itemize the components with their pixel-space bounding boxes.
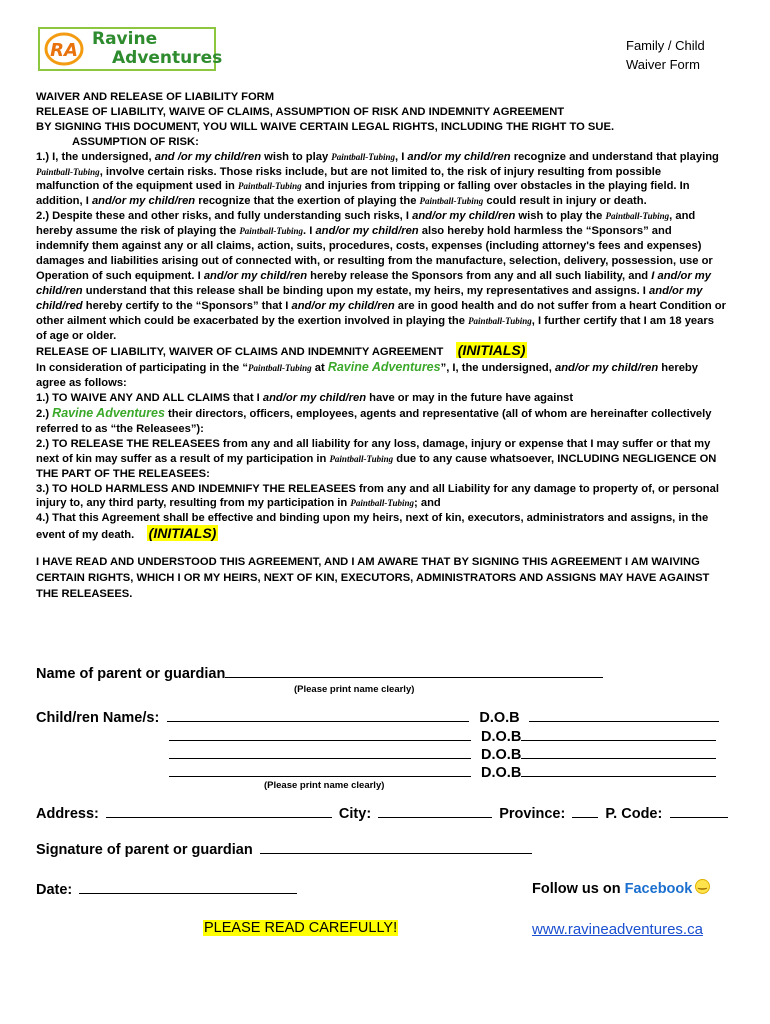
children-label: Child/ren Name/s: <box>36 710 160 726</box>
guardian-row <box>36 664 603 682</box>
waiver-body <box>36 90 726 602</box>
facebook-link[interactable]: Facebook <box>624 881 693 897</box>
ra-logo-icon <box>44 32 84 66</box>
item-4: 3.) TO HOLD HARMLESS AND INDEMNIFY THE RELEASEES from any and all Liability for any damage to property of, or personal injury to, any third party, resulting from my participation in Paintball-Tubing; and <box>36 482 719 510</box>
paragraph-2: 2.) Despite these and other risks, and fully understanding such risks, I and/or my child/ren wish to play the Paintball-Tubing, and hereby assume the risk of playing the Paintball-Tubing. I and/or my child/ren also hereby hold harmless the “Sponsors” and indemnify them against any or all claims, action, suits, procedures, costs, expenses (including attorney's fees and expenses) damages and liabilities arising out of connected with, or resulting from the manufacture, selection, delivery, possession, use or Operation of such equipment. I and/or my child/ren hereby release the Sponsors from any and all such liability, and I and/or my child/ren understand that this release shall be binding upon my estate, my heirs, my representatives and assigns. I and/or my child/red hereby certify to the “Sponsors” that I and/or my child/ren are in good health and do not suffer from a heart Condition or other ailment which could be exacerbated by the exertion involved in playing the Paintball-Tubing, I further certify that I am 18 years of age or older. <box>36 210 726 342</box>
item-1: 1.) TO WAIVE ANY AND ALL CLAIMS that I and/or my child/ren have or may in the future have against <box>36 392 574 405</box>
dob-field-3[interactable] <box>521 745 716 759</box>
company-logo <box>38 27 223 71</box>
child-name-field-1[interactable] <box>167 708 469 722</box>
province-label: Province: <box>499 806 566 822</box>
dob-field-4[interactable] <box>521 763 716 777</box>
child-name-field-2[interactable] <box>169 727 471 741</box>
website-link[interactable]: www.ravineadventures.ca <box>532 921 703 938</box>
guardian-name-field[interactable] <box>225 664 603 678</box>
assumption-heading: ASSUMPTION OF RISK: <box>72 135 199 148</box>
please-read-notice: PLEASE READ CAREFULLY! <box>204 920 398 936</box>
city-label: City: <box>338 806 372 822</box>
paragraph-1: 1.) I, the undersigned, and /or my child/ren wish to play Paintball-Tubing, I and/or my child/ren recognize and understand that playing Paintball-Tubing, involve certain risks. Those risks include, but are not limited to, the risk of injury resulting from possible malfunction of the equipment used in Paintball-Tubing and injuries from tripping or falling over obstacles in the playing field. In addition, I and/or my child/ren recognize that the exertion of playing the Paintball-Tubing could result in injury or death. <box>36 150 719 208</box>
address-label: Address: <box>36 806 99 822</box>
waiver-title: WAIVER AND RELEASE OF LIABILITY FORM <box>36 91 275 103</box>
dob-label-2: D.O.B <box>481 729 522 745</box>
guardian-label: Name of parent or guardian <box>36 666 226 682</box>
children-row-2 <box>169 727 716 745</box>
form-type <box>626 36 705 74</box>
item-2: 2.) Ravine Adventures their directors, officers, employees, agents and representative (all of whom are hereinafter collectively referred to as “the Releasees”): <box>36 406 712 435</box>
consideration: In consideration of participating in the “Paintball-Tubing at Ravine Adventures”, I, the undersigned, and/or my child/ren hereby agree as follows: <box>36 360 698 390</box>
logo-line2: Adventures <box>112 48 223 68</box>
child-name-field-3[interactable] <box>169 745 471 759</box>
form-type-line1: Family / Child <box>626 38 705 53</box>
dob-label-1: D.O.B <box>479 710 520 726</box>
follow-text: Follow us on <box>532 881 625 897</box>
print-hint-2: (Please print name clearly) <box>264 780 385 791</box>
city-field[interactable] <box>378 804 492 818</box>
item-3: 2.) TO RELEASE THE RELEASEES from any and all liability for any loss, damage, injury or expense that I may suffer or that my next of kin may suffer as a result of my participation in Paintball-Tubing due to any cause whatsoever, INCLUDING NEGLIGENCE ON THE PART OF THE RELEASEES: <box>36 437 717 480</box>
children-row-1 <box>36 708 719 726</box>
child-name-field-4[interactable] <box>169 763 471 777</box>
initials-box-2[interactable]: (INITIALS) <box>148 525 217 542</box>
children-row-4 <box>169 763 716 781</box>
waiver-warning: BY SIGNING THIS DOCUMENT, YOU WILL WAIVE CERTAIN LEGAL RIGHTS, INCLUDING THE RIGHT TO SUE. <box>36 120 615 133</box>
follow-us <box>532 879 710 897</box>
release-heading: RELEASE OF LIABILITY, WAIVER OF CLAIMS AND INDEMNITY AGREEMENT (INITIALS) <box>36 342 526 359</box>
postal-code-field[interactable] <box>670 804 728 818</box>
dob-label-3: D.O.B <box>481 747 522 763</box>
postal-label: P. Code: <box>605 806 663 822</box>
initials-box-1[interactable]: (INITIALS) <box>457 342 526 359</box>
dob-label-4: D.O.B <box>481 765 522 781</box>
dob-field-2[interactable] <box>521 727 716 741</box>
dob-field-1[interactable] <box>529 708 719 722</box>
logo-line1: Ravine <box>92 29 158 49</box>
acknowledgement: I HAVE READ AND UNDERSTOOD THIS AGREEMENT, AND I AM AWARE THAT BY SIGNING THIS AGREEMENT I AM WAIVING CERTAIN RIGHTS, WHICH I OR MY HEIRS, NEXT OF KIN, EXECUTORS, ADMINISTRATORS AND ASSIGNS MAY HAVE AGAINST THE RELEASEES. <box>36 556 710 601</box>
province-field[interactable] <box>572 804 598 818</box>
signature-row <box>36 840 532 858</box>
date-field[interactable] <box>79 880 297 894</box>
date-label: Date: <box>36 882 73 898</box>
item-5: 4.) That this Agreement shall be effective and binding upon my heirs, next of kin, executors, administrators and assigns, in the event of my death. (INITIALS) <box>36 512 709 542</box>
smiley-icon <box>695 879 710 894</box>
print-hint-1: (Please print name clearly) <box>294 684 415 695</box>
form-type-line2: Waiver Form <box>626 57 700 72</box>
waiver-subtitle: RELEASE OF LIABILITY, WAIVE OF CLAIMS, ASSUMPTION OF RISK AND INDEMNITY AGREEMENT <box>36 105 565 118</box>
address-field[interactable] <box>106 804 332 818</box>
logo-mark-text: RA <box>50 40 78 61</box>
children-row-3 <box>169 745 716 763</box>
signature-field[interactable] <box>260 840 532 854</box>
address-row <box>36 804 728 822</box>
signature-label: Signature of parent or guardian <box>36 842 253 858</box>
date-row <box>36 880 297 898</box>
